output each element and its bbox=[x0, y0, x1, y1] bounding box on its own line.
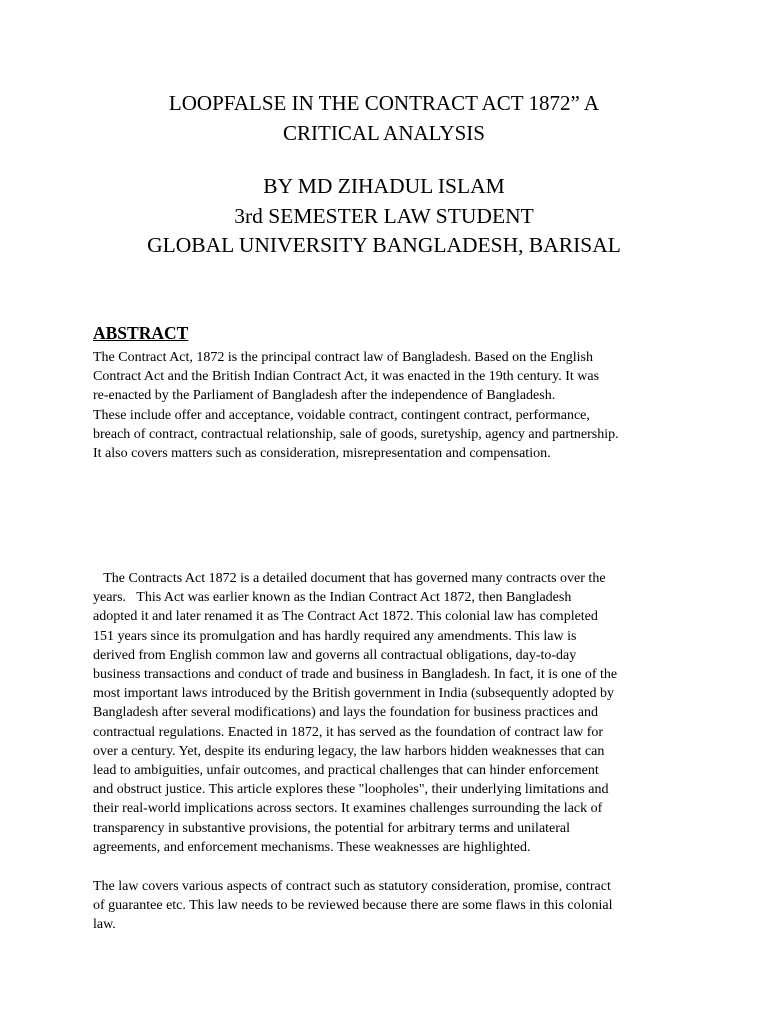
body-line: The law covers various aspects of contract such as statutory consideration, promise, contract bbox=[93, 879, 611, 894]
body-paragraph-2 bbox=[93, 877, 683, 935]
abstract-line: re-enacted by the Parliament of Bangladesh after the independence of Bangladesh. bbox=[93, 388, 556, 404]
body-line: agreements, and enforcement mechanisms. These weaknesses are highlighted. bbox=[93, 839, 531, 855]
abstract-line: It also covers matters such as consideration, misrepresentation and compensation. bbox=[93, 446, 551, 462]
title-line-2: CRITICAL ANALYSIS bbox=[283, 121, 485, 145]
abstract-line: breach of contract, contractual relationship, sale of goods, suretyship, agency and partnership. bbox=[93, 426, 619, 442]
body-line: The Contracts Act 1872 is a detailed document that has governed many contracts over the bbox=[93, 571, 606, 586]
author-byline: BY MD ZIHADUL ISLAM bbox=[263, 174, 505, 198]
document-title bbox=[0, 88, 768, 148]
body-line: business transactions and conduct of trade and business in Bangladesh. In fact, it is one of the bbox=[93, 667, 618, 683]
body-line: years. This Act was earlier known as the Indian Contract Act 1872, then Bangladesh bbox=[93, 590, 572, 606]
body-line: derived from English common law and governs all contractual obligations, day-to-day bbox=[93, 647, 577, 663]
body-line: over a century. Yet, despite its enduring legacy, the law harbors hidden weaknesses that can bbox=[93, 743, 605, 759]
body-line: contractual regulations. Enacted in 1872, it has served as the foundation of contract law for bbox=[93, 724, 604, 740]
body-line: lead to ambiguities, unfair outcomes, and practical challenges that can hinder enforcement bbox=[93, 763, 599, 779]
body-paragraph-1 bbox=[93, 569, 683, 857]
body-line: of guarantee etc. This law needs to be reviewed because there are some flaws in this colonial bbox=[93, 898, 613, 914]
body-line: Bangladesh after several modifications) and lays the foundation for business practices and bbox=[93, 705, 599, 721]
body-line: their real-world implications across sectors. It examines challenges surrounding the lack of bbox=[93, 801, 603, 817]
abstract-paragraph bbox=[93, 348, 683, 463]
body-line: 151 years since its promulgation and has hardly required any amendments. This law is bbox=[93, 628, 577, 644]
body-line: transparency in substantive provisions, the potential for arbitrary terms and unilateral bbox=[93, 820, 571, 836]
author-institution: GLOBAL UNIVERSITY BANGLADESH, BARISAL bbox=[147, 233, 621, 257]
author-role: 3rd SEMESTER LAW STUDENT bbox=[234, 203, 534, 228]
body-line: most important laws introduced by the British government in India (subsequently adopted by bbox=[93, 686, 615, 702]
abstract-line: Contract Act and the British Indian Contract Act, it was enacted in the 19th century. It was bbox=[93, 369, 600, 385]
abstract-line: The Contract Act, 1872 is the principal contract law of Bangladesh. Based on the English bbox=[93, 350, 593, 365]
body-line: adopted it and later renamed it as The Contract Act 1872. This colonial law has completed bbox=[93, 609, 598, 625]
author-info bbox=[0, 172, 768, 261]
title-line-1: LOOPFALSE IN THE CONTRACT ACT 1872” A bbox=[168, 91, 600, 115]
body-line: law. bbox=[93, 917, 116, 933]
body-line: and obstruct justice. This article explores these "loopholes", their underlying limitations and bbox=[93, 782, 609, 798]
abstract-heading: ABSTRACT bbox=[93, 323, 189, 343]
abstract-line: These include offer and acceptance, voidable contract, contingent contract, performance, bbox=[93, 407, 590, 423]
